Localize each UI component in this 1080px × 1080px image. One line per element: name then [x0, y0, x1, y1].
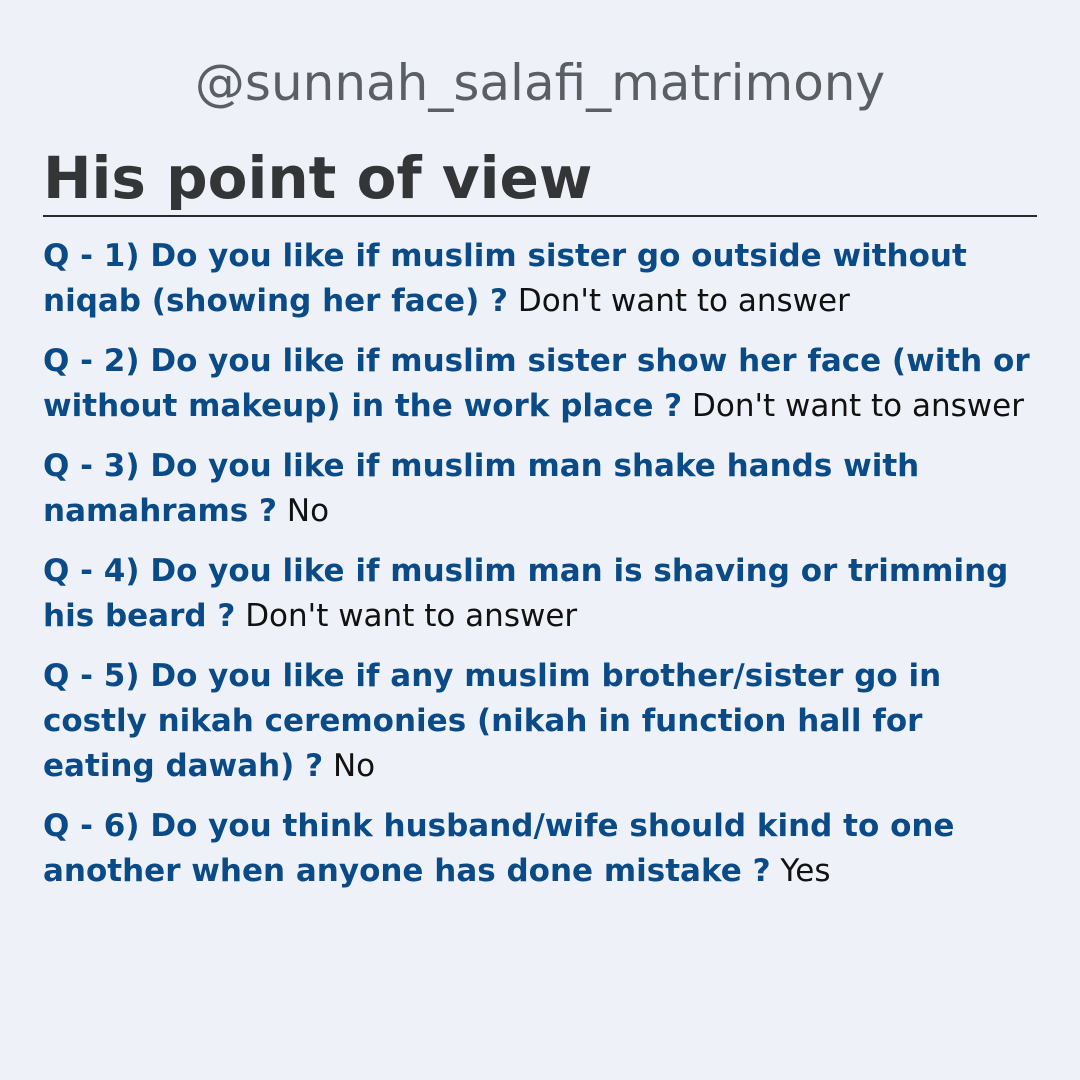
section-title: His point of view — [43, 144, 593, 212]
qa-item — [43, 444, 1043, 534]
account-handle: @sunnah_salafi_matrimony — [194, 54, 886, 112]
answer-text: No — [332, 748, 376, 784]
question-text: Q - 4) Do you like if muslim man is shaving or trimming his beard ? — [43, 553, 1009, 634]
qa-item — [43, 549, 1043, 639]
answer-text: Don't want to answer — [517, 283, 850, 319]
qa-item — [43, 339, 1043, 429]
answer-text: Don't want to answer — [691, 388, 1024, 424]
qa-item — [43, 654, 1043, 789]
question-text: Q - 5) Do you like if any muslim brother/sister go in costly nikah ceremonies (nikah in function hall for eating dawah) ? — [43, 658, 942, 784]
qa-list — [43, 234, 1043, 909]
qa-item — [43, 234, 1043, 324]
question-text: Q - 6) Do you think husband/wife should kind to one another when anyone has done mistake ? — [43, 808, 955, 889]
answer-text: Don't want to answer — [245, 598, 578, 634]
qa-item — [43, 804, 1043, 894]
question-text: Q - 3) Do you like if muslim man shake hands with namahrams ? — [43, 448, 920, 529]
answer-text: Yes — [780, 853, 831, 889]
question-text: Q - 2) Do you like if muslim sister show her face (with or without makeup) in the work place ? — [43, 343, 1030, 424]
answer-text: No — [286, 493, 330, 529]
title-divider — [43, 215, 1037, 217]
question-text: Q - 1) Do you like if muslim sister go outside without niqab (showing her face) ? — [43, 238, 967, 319]
